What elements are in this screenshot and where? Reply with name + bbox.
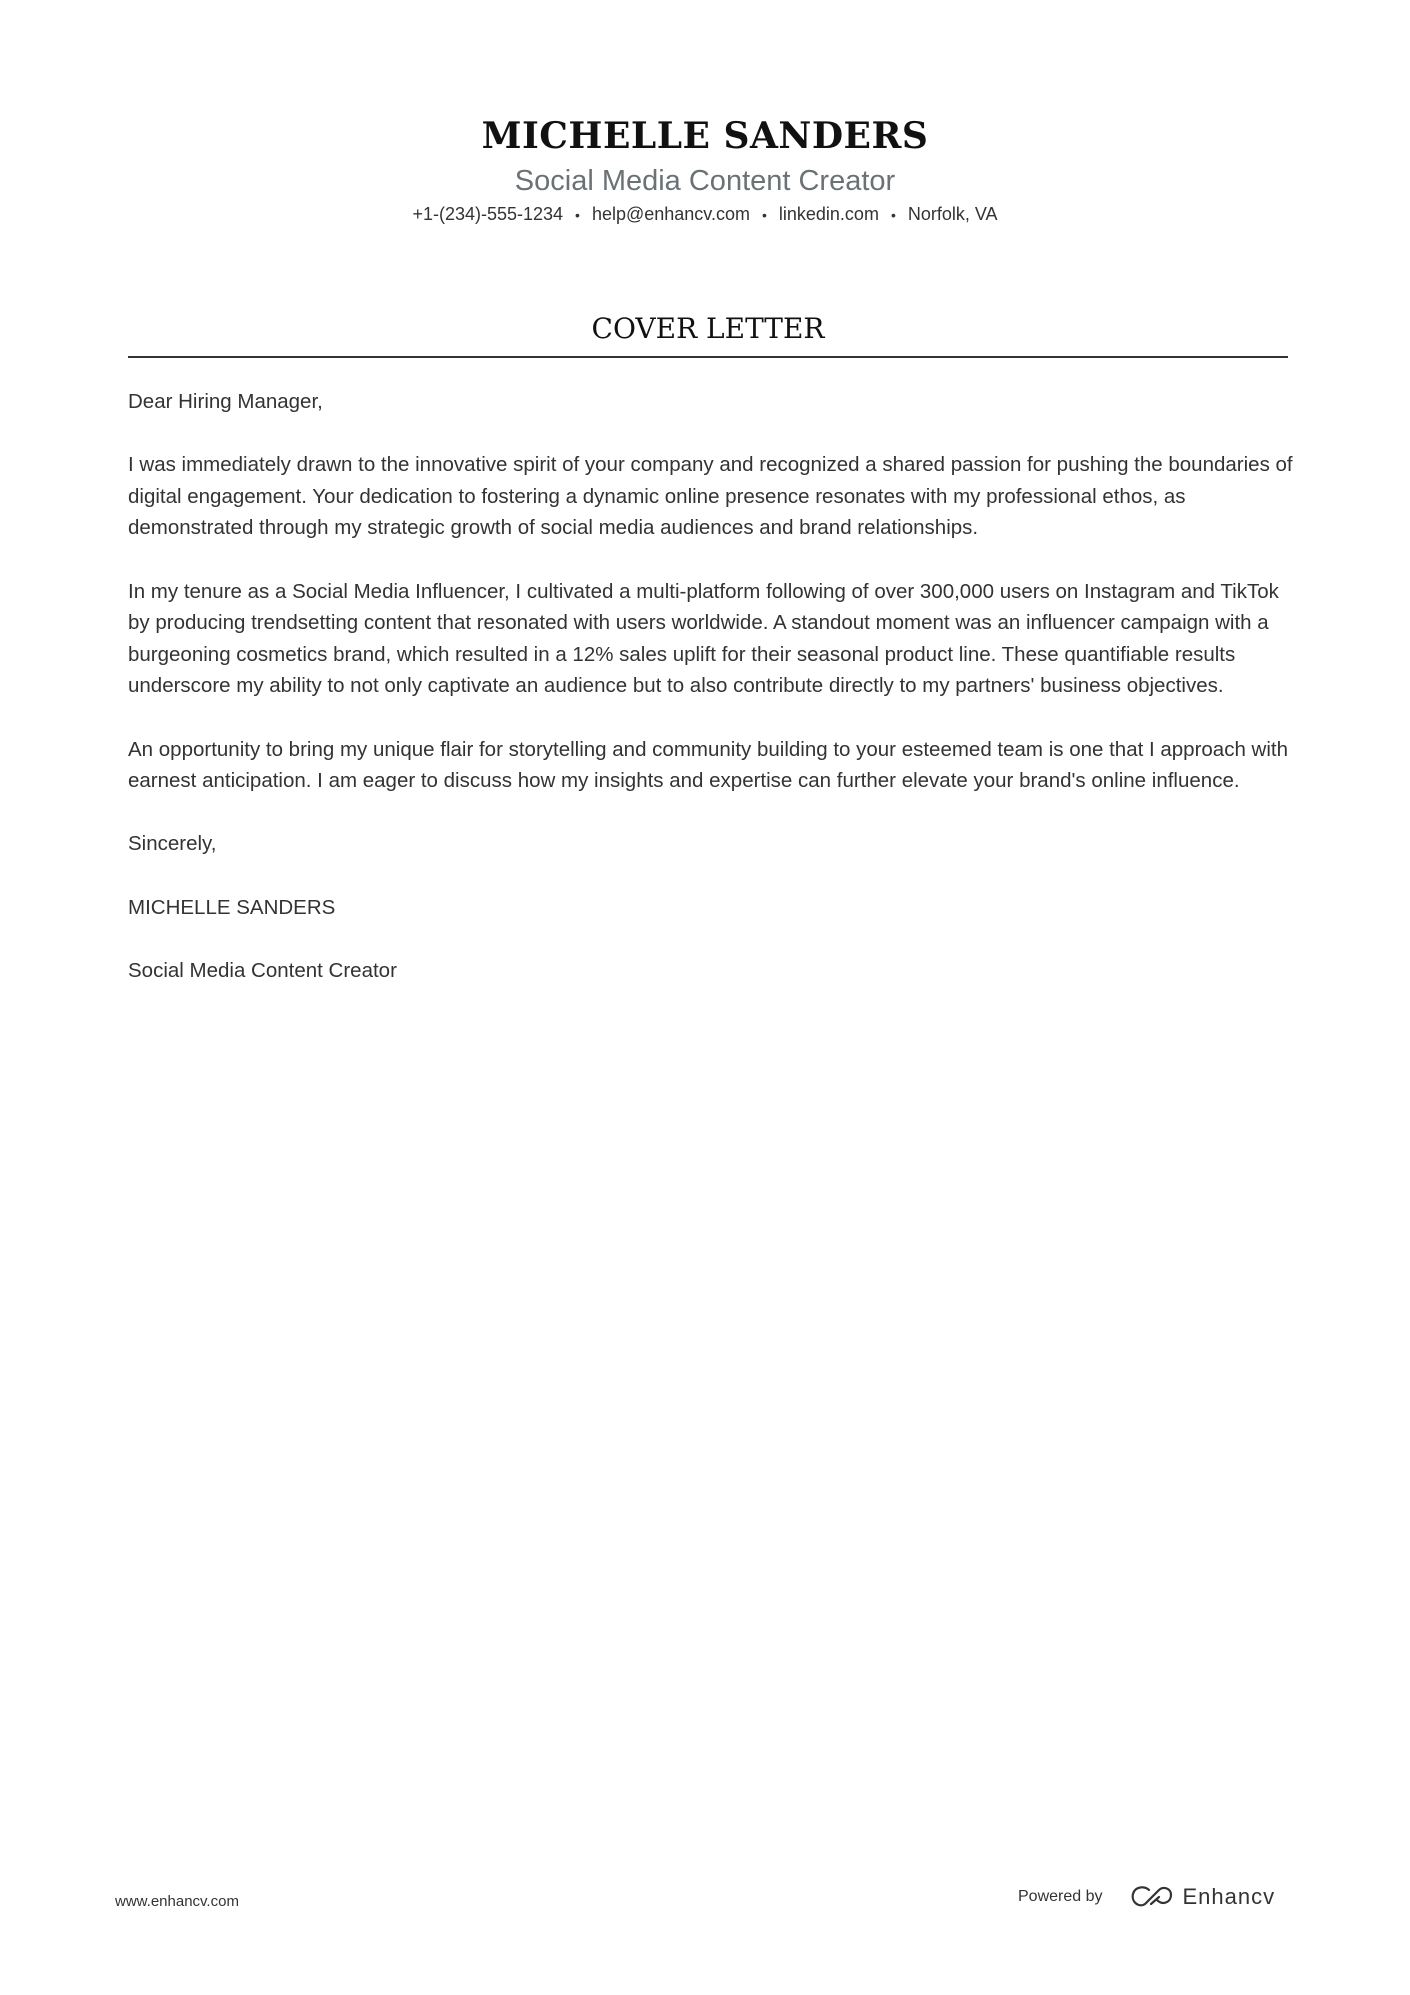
- applicant-title: Social Media Content Creator: [514, 165, 896, 197]
- paragraph: In my tenure as a Social Media Influencer, I cultivated a multi-platform following of over 300,000 users on Instagram and TikTok by producing trendsetting content that resonated with users worldwide. A standout moment was an influencer campaign with a burgeoning cosmetics brand, which resulted in a 12% sales uplift for their seasonal product line. These quantifiable results underscore my ability to not only captivate an audience but to also contribute directly to my partners' business objectives.: [128, 579, 1279, 698]
- paragraph: I was immediately drawn to the innovative spirit of your company and recognized a shared passion for pushing the boundaries of digital engagement. Your dedication to fostering a dynamic online presence resonates with my professional ethos, as demonstrated through my strategic growth of social media audiences and brand relationships.: [128, 453, 1293, 540]
- applicant-name: MICHELLE SANDERS: [481, 115, 929, 157]
- closing: Sincerely,: [128, 832, 217, 856]
- contact-linkedin[interactable]: linkedin.com: [778, 204, 879, 224]
- resume-header: [0, 112, 1410, 227]
- section-title: COVER LETTER: [591, 312, 825, 345]
- powered-by-label: Powered by: [1018, 1888, 1103, 1905]
- contact-location: Norfolk, VA: [907, 204, 998, 224]
- contact-line: [0, 202, 1410, 227]
- section-divider: [128, 356, 1288, 358]
- signature-title: Social Media Content Creator: [128, 958, 397, 982]
- brand-name: Enhancv: [1182, 1884, 1276, 1909]
- enhancv-logo-icon: [1129, 1884, 1175, 1910]
- greeting: Dear Hiring Manager,: [128, 390, 323, 413]
- separator: •: [761, 207, 767, 223]
- footer-website[interactable]: www.enhancv.com: [115, 1893, 239, 1910]
- contact-email[interactable]: help@enhancv.com: [591, 204, 750, 224]
- separator: •: [575, 207, 580, 223]
- contact-phone: +1-(234)-555-1234: [412, 204, 564, 224]
- enhancv-logo[interactable]: [1129, 1884, 1276, 1910]
- letter-body: [128, 386, 1293, 1018]
- separator: •: [890, 207, 896, 223]
- section-heading: [128, 308, 1288, 350]
- footer-branding: [1018, 1884, 1275, 1910]
- paragraph: An opportunity to bring my unique flair for storytelling and community building to your esteemed team is one that I approach with earnest anticipation. I am eager to discuss how my insights and expertise can further elevate your brand's online influence.: [128, 737, 1289, 793]
- signature-name: MICHELLE SANDERS: [128, 895, 336, 919]
